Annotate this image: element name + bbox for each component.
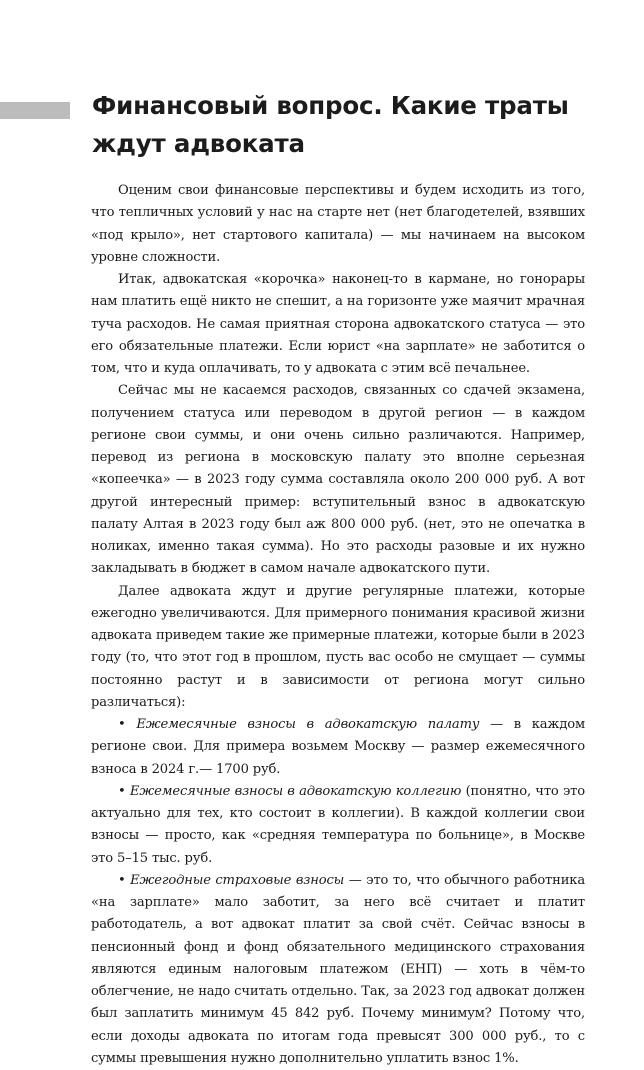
section-heading: Финансовый вопрос. Какие траты ждут адвоката: [92, 91, 569, 158]
bullet-text: — в каждом регионе свои. Для примера возьмем Москву — размер ежемесячного взноса в 2024 г.— 1700 руб.: [91, 717, 586, 777]
bullet-title: Ежемесячные взносы в адвокатскую палату: [136, 717, 480, 732]
bullet-text: — это то, что обычного работника «на зарплате» мало заботит, за него всё считает и платит работодатель, а вот адвокат платит за свой счёт. Сейчас взносы в пенсионный фонд и фонд обязательного медицинского страхования являются единым налоговым платежом (ЕНП) — хоть в чём-то облегчение, не надо считать отдельно. Так, за 2023 год адвокат должен был заплатить минимум 45 842 руб. Почему минимум? Потому что, если доходы адвоката по итогам года превысят 300 000 руб., то с суммы превышения нужно дополнительно уплатить взнос 1%.: [91, 872, 585, 1066]
bullet-marker: •: [118, 872, 126, 888]
bullet-item: [91, 870, 585, 1070]
bullet-item: [91, 781, 585, 870]
bullet-title: Ежегодные страховые взносы: [130, 872, 345, 888]
bullet-text: (понятно, что это актуально для тех, кто состоит в коллегии). В каждой коллегии свои взносы — просто, как «средняя температура по больнице», в Москве это 5–15 тыс. руб.: [91, 783, 585, 866]
paragraph: Далее адвоката ждут и другие регулярные платежи, которые ежегодно увеличиваются. Для примерного понимания красивой жизни адвоката приведем такие же примерные платежи, которые были в 2023 году (то, что этот год в прошлом, пусть вас особо не смущает — суммы постоянно растут и в зависимости от региона могут сильно различаться):: [91, 583, 585, 710]
body-text: [91, 180, 585, 1070]
bullet-marker: •: [118, 717, 126, 732]
bullet-title: Ежемесячные взносы в адвокатскую коллегию: [129, 783, 462, 799]
bullet-item: [91, 714, 585, 781]
section-marker-bar: [0, 102, 70, 119]
paragraph: Итак, адвокатская «корочка» наконец-то в кармане, но гонорары нам платить ещё никто не спешит, а на горизонте уже маячит мрачная туча расходов. Не самая приятная сторона адвокатского статуса — это его обязательные платежи. Если юрист «на зарплате» не заботится о том, что и куда оплачивать, то у адвоката с этим всё печальнее.: [91, 272, 585, 376]
bullet-marker: •: [118, 783, 126, 799]
paragraph: Сейчас мы не касаемся расходов, связанных со сдачей экзамена, получением статуса или переводом в другой регион — в каждом регионе свои суммы, и они очень сильно различаются. Например, перевод из региона в московскую палату это вполне серьезная «копеечка» — в 2023 году сумма составляла около 200 000 руб. А вот другой интересный пример: вступительный взнос в адвокатскую палату Алтая в 2023 году был аж 800 000 руб. (нет, это не опечатка в ноликах, именно такая сумма). Но это расходы разовые и их нужно закладывать в бюджет в самом начале адвокатского пути.: [91, 383, 585, 577]
paragraph: Оценим свои финансовые перспективы и будем исходить из того, что тепличных условий у нас на старте нет (нет благодетелей, взявших «под крыло», нет стартового капитала) — мы начинаем на высоком уровне сложности.: [91, 183, 585, 265]
